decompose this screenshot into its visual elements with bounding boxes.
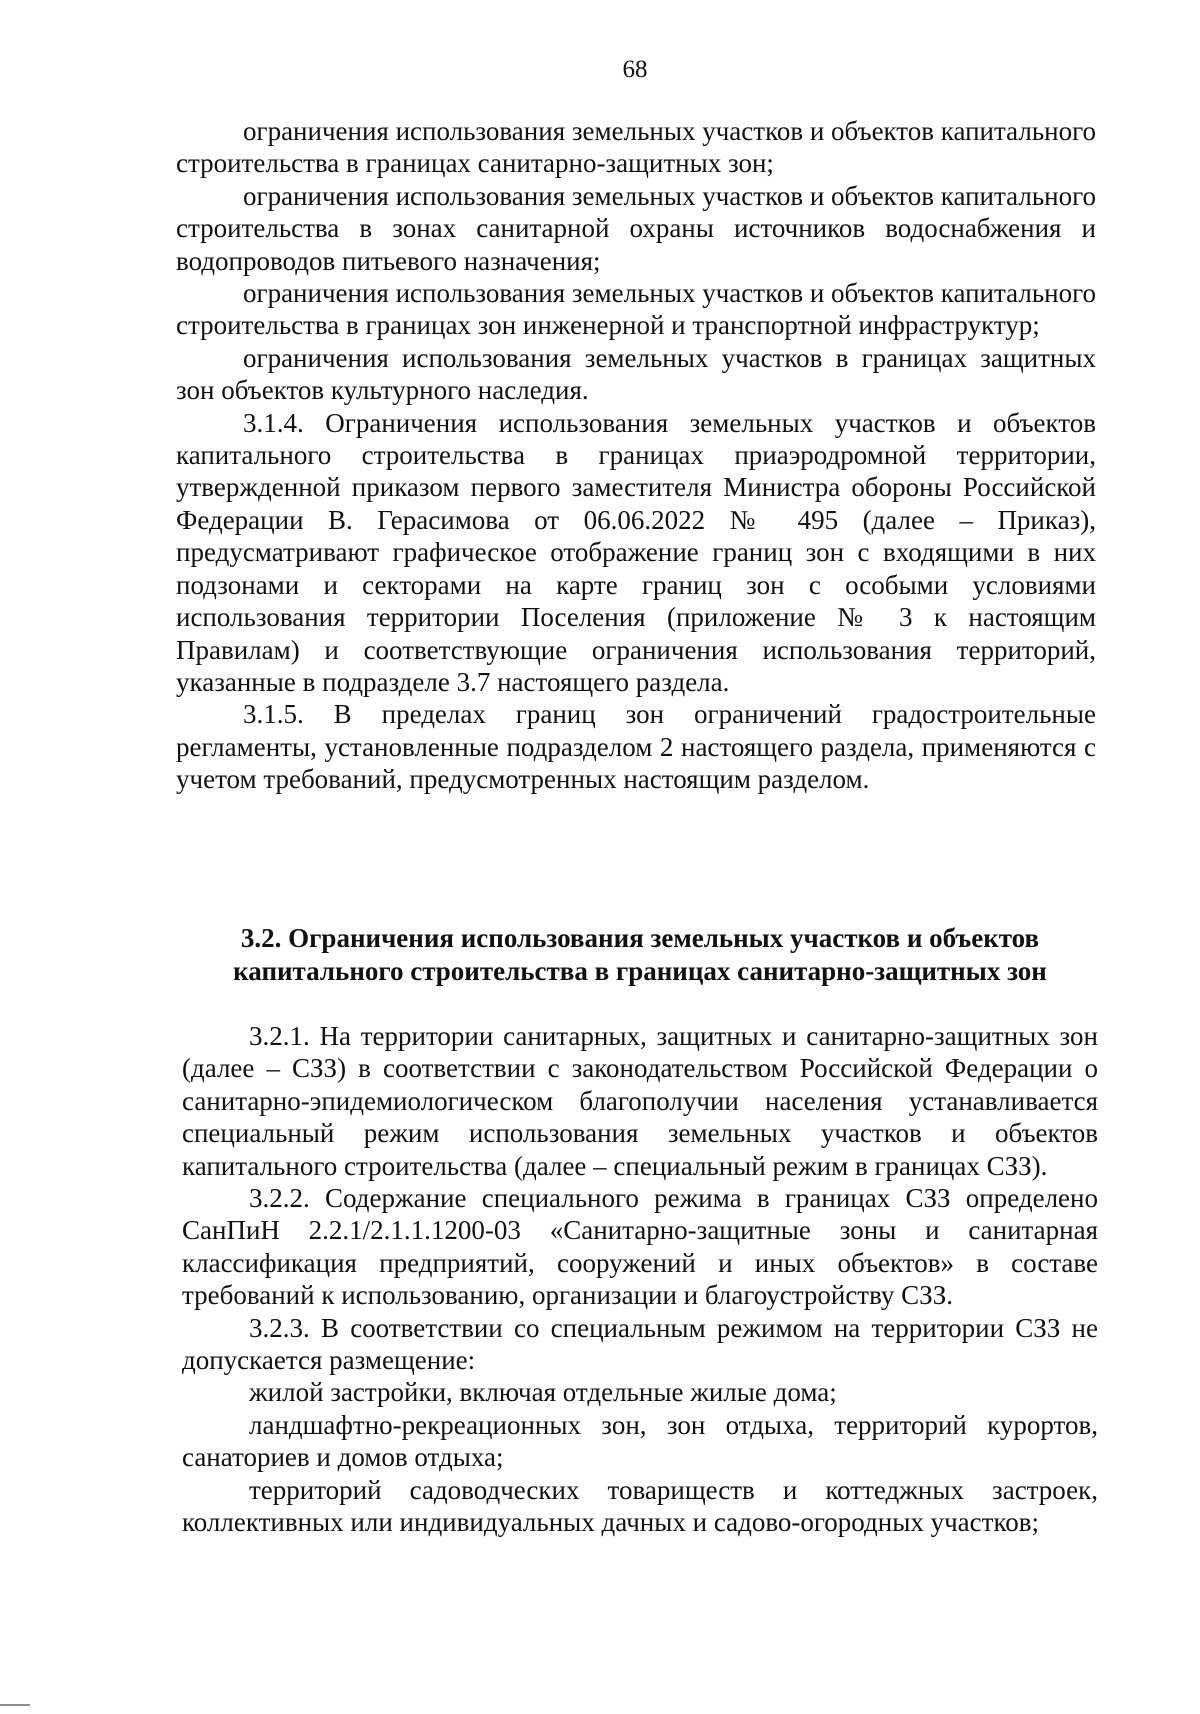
text-block-bottom [182, 1020, 1098, 1539]
list-item: территорий садоводческих товариществ и коттеджных застроек, коллективных или индивидуальных дачных и садово-огородных участков; [182, 1474, 1098, 1538]
paragraph-3-1-5: 3.1.5. В пределах границ зон ограничений градостроительные регламенты, установленные подразделом 2 настоящего раздела, применяются с учетом требований, предусмотренных настоящим разделом. [176, 699, 1096, 795]
section-heading-line: 3.2. Ограничения использования земельных участков и объектов [240, 923, 1040, 953]
paragraph-3-2-1: 3.2.1. На территории санитарных, защитных и санитарно-защитных зон (далее – СЗЗ) в соответствии с законодательством Российской Федерации о санитарно-эпидемиологическом благополучии населения устанавливается специальный режим использования земельных участков и объектов капитального строительства (далее – специальный режим в границах СЗЗ). [182, 1021, 1098, 1181]
paragraph: ограничения использования земельных участков и объектов капитального строительства в зонах санитарной охраны источников водоснабжения и водопроводов питьевого назначения; [176, 180, 1096, 276]
scan-edge-mark [0, 1704, 30, 1714]
paragraph: ограничения использования земельных участков и объектов капитального строительства в границах зон инженерной и транспортной инфраструктур; [176, 278, 1096, 341]
page-number: 68 [622, 56, 648, 83]
paragraph-3-1-4: 3.1.4. Ограничения использования земельных участков и объектов капитального строительства в границах приаэродромной территории, утвержденной приказом первого заместителя Министра обороны Российской Федерации В. Герасимова от 06.06.2022 № 495 (далее – Приказ), предусматривают графическое отображение границ зон с входящими в них подзонами и секторами на карте границ зон с особыми условиями использования территории Поселения (приложение № 3 к настоящим Правилам) и соответствующие ограничения использования территорий, указанные в подразделе 3.7 настоящего раздела. [176, 407, 1096, 697]
paragraph: ограничения использования земельных участков в границах защитных зон объектов культурного наследия. [176, 342, 1096, 406]
paragraph-3-2-2: 3.2.2. Содержание специального режима в границах СЗЗ определено СанПиН 2.2.1/2.1.1.1200-03 «Санитарно-защитные зоны и санитарная классификация предприятий, сооружений и иных объектов» в составе требований к использованию, организации и благоустройству СЗЗ. [182, 1183, 1098, 1311]
section-heading-line: капитального строительства в границах санитарно-защитных зон [233, 956, 1047, 986]
section-heading [150, 922, 1130, 988]
list-item: жилой застройки, включая отдельные жилые дома; [249, 1377, 837, 1408]
paragraph: ограничения использования земельных участков и объектов капитального строительства в границах санитарно-защитных зон; [176, 116, 1096, 179]
list-item: ландшафтно-рекреационных зон, зон отдыха, территорий курортов, санаториев и домов отдыха; [182, 1409, 1098, 1473]
text-block-top [176, 115, 1096, 796]
paragraph-3-2-3: 3.2.3. В соответствии со специальным режимом на территории СЗЗ не допускается размещение: [182, 1312, 1098, 1376]
